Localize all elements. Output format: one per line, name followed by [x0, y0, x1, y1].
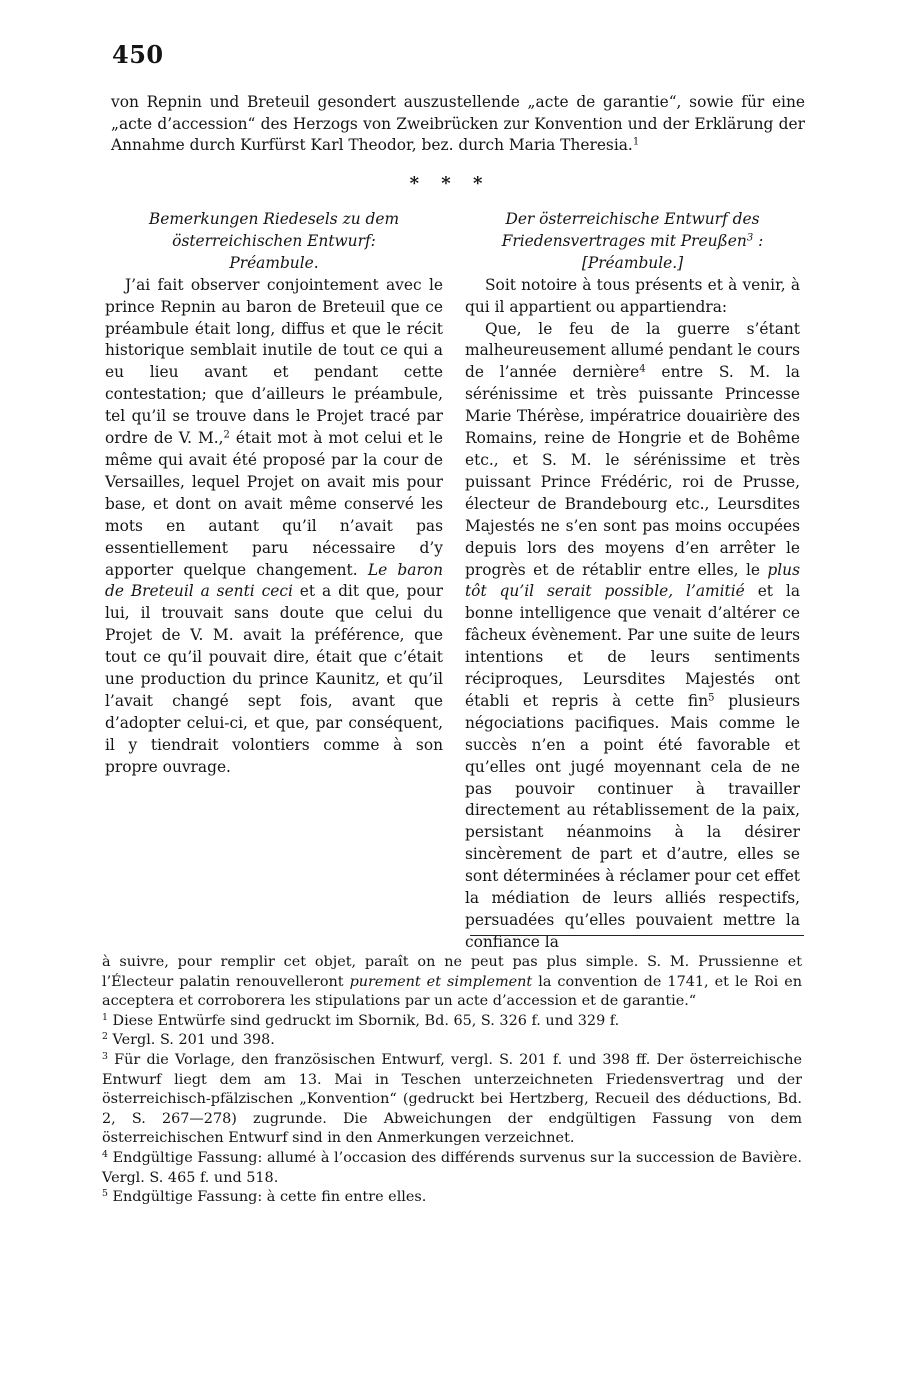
footnote-5 [102, 1188, 802, 1208]
left-column-heading: Bemerkungen Riedesels zu dem österreichischen Entwurf: [148, 210, 400, 250]
footnote-text: Diese Entwürfe sind gedruckt im Sbornik, Bd. 65, S. 326 f. und 329 f. [107, 1012, 620, 1029]
right-text-part-d: plusieurs négociations pacifiques. Mais comme le succès n’en a point été favorable et qu’elles ont jugé moyennant cela de ne pas pouvoir continuer à travailler directement au rétablissement de la paix, persistant néanmoins à la désirer sincèrement de part et d’autre, elles se sont déterminées à réclamer pour cet effet la médiation de leurs alliés respectifs, persuadées qu’elles pouvaient mettre la confiance la [465, 691, 800, 951]
right-text-part-b: entre S. M. la sérénissime et très puissante Princesse Marie Thérèse, impératrice douairière des Romains, reine de Hongrie et de Bohême etc., et S. M. le sérénissime et très puissant Prince Frédéric, roi de Prusse, électeur de Brandebourg etc., Leursdites Majestés ne s’en sont pas moins occupées depuis lors des moyens d’en arrêter le progrès et de rétablir entre elles, le [465, 363, 800, 579]
footnote-continuation [102, 953, 802, 1012]
right-paragraph-2 [465, 319, 800, 954]
right-text-part-a: Que, le feu de la guerre s’étant malheureusement allumé pendant le cours de l’année dernière [465, 319, 800, 382]
footnote-number: 1 [102, 1011, 108, 1023]
footnote-ref-5: 5 [708, 692, 715, 704]
right-text-part-c: et la bonne intelligence que venait d’altérer ce fâcheux évènement. Par une suite de leurs intentions et de leurs sentiments réciproques, Leursdites Majestés ont établi et repris à cette fin [465, 582, 800, 710]
continuation-text-a: à suivre, pour remplir cet objet, paraît on ne peut pas plus simple. S. M. Prussienne et l’Électeur palatin renouvelleront [102, 954, 802, 990]
footnote-number: 3 [102, 1050, 108, 1062]
footnote-ref-3: 3 [746, 232, 754, 244]
footnote-2 [102, 1031, 802, 1051]
footnote-number: 2 [102, 1031, 108, 1043]
footnote-number: 5 [102, 1187, 108, 1199]
right-text-italic: plus tôt qu’il serait possible, l’amitié [465, 560, 800, 601]
section-separator: * * * [409, 173, 491, 194]
left-text-italic: Le baron de Breteuil a senti ceci [105, 560, 443, 601]
left-column-text [105, 275, 443, 779]
footnotes-block [102, 953, 802, 1208]
page-number: 450 [112, 40, 164, 69]
intro-paragraph [111, 92, 805, 157]
footnote-ref-4: 4 [639, 363, 646, 375]
footnote-divider [470, 935, 804, 936]
left-column-subheading: Préambule. [229, 253, 319, 272]
left-text-part-1: J’ai fait observer conjointement avec le prince Repnin au baron de Breteuil que ce préambule était long, diffus et que le récit historique semblait inutile de tout ce qui a eu lieu avant et pendant cette contestation; que d’ailleurs le préambule, tel qu’il se trouve dans le Projet tracé par ordre de V. M., [105, 275, 443, 448]
footnote-text: Vergl. S. 201 und 398. [107, 1032, 275, 1049]
right-column-heading [465, 209, 800, 253]
intro-text: von Repnin und Breteuil gesondert auszustellende „acte de garantie“, sowie für eine „acte d’accession“ des Herzogs von Zweibrücken zur Konvention und der Erklärung der Annahme durch Kurfürst Karl Theodor, bez. durch Maria Theresia. [111, 93, 805, 154]
footnote-text: Für die Vorlage, den französischen Entwurf, vergl. S. 201 f. und 398 ff. Der österreichische Entwurf liegt dem am 13. Mai in Teschen unterzeichneten Friedensvertrag und der österreichisch-pfälzischen „Konvention“ (gedruckt bei Hertzberg, Recueil des déductions, Bd. 2, S. 267—278) zugrunde. Die Abweichungen der endgültigen Fassung von dem österreichischen Entwurf sind in den Anmerkungen verzeichnet. [102, 1051, 802, 1147]
left-column [105, 209, 443, 779]
continuation-italic: purement et simplement [349, 973, 533, 990]
right-column-subheading: [Préambule.] [581, 253, 684, 272]
right-paragraph-1: Soit notoire à tous présents et à venir, à qui il appartient ou appartiendra: [465, 275, 800, 316]
left-text-part-2: était mot à mot celui et le même qui avait été proposé par la cour de Versailles, lequel Projet on avait mis pour base, et dont on avait même conservé les mots en autant qu’il n’avait pas essentiellement paru nécessaire d’y apporter quelque changement. [105, 429, 443, 579]
footnote-text: Endgültige Fassung: à cette fin entre elles. [107, 1189, 427, 1206]
footnote-number: 4 [102, 1148, 108, 1160]
footnote-3 [102, 1051, 802, 1149]
footnote-1 [102, 1012, 802, 1032]
continuation-text-b: la convention de 1741, et le Roi en acceptera et corroborera les stipulations par un acte d’accession et de garantie.“ [102, 973, 803, 1010]
right-heading-colon: : [753, 231, 764, 250]
left-text-part-3: et a dit que, pour lui, il trouvait sans doute que celui du Projet de V. M. avait la préférence, que tout ce qu’il pouvait dire, était que c’était une production du prince Kaunitz, et qu’il l’avait changé sept fois, avant que d’adopter celui-ci, et que, par conséquent, il y tiendrait volontiers comme à son propre ouvrage. [105, 582, 444, 776]
footnote-4 [102, 1149, 802, 1188]
right-column [465, 209, 800, 954]
footnote-ref-1: 1 [632, 136, 640, 148]
footnote-ref-2: 2 [223, 429, 230, 441]
right-heading-text: Der österreichische Entwurf des Friedensvertrages mit Preußen [501, 210, 760, 250]
footnote-text: Endgültige Fassung: allumé à l’occasion des différends survenus sur la succession de Bavière. Vergl. S. 465 f. und 518. [102, 1149, 802, 1186]
